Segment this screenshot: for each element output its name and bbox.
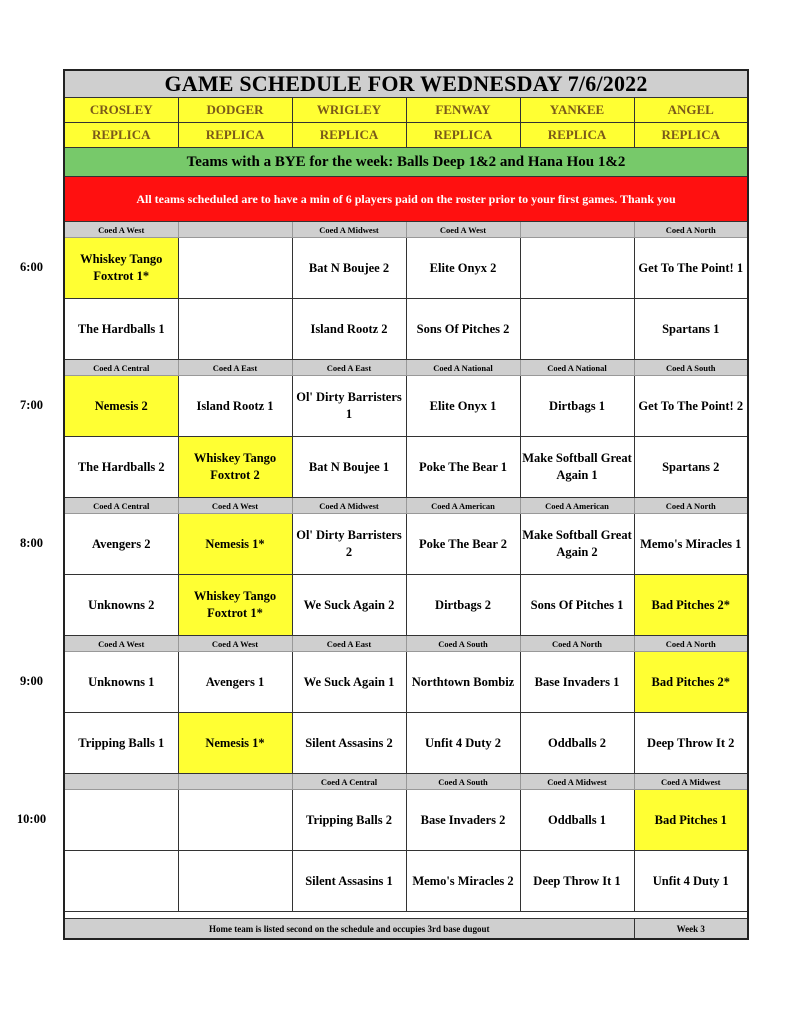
away-team (178, 790, 292, 851)
home-team: Spartans 2 (634, 437, 748, 498)
home-team: Tripping Balls 1 (64, 713, 178, 774)
time-label: 6:00 (20, 260, 43, 274)
time-label: 8:00 (20, 536, 43, 550)
home-team: Memo's Miracles 2 (406, 851, 520, 912)
away-team: Whiskey Tango Foxtrot 1* (64, 238, 178, 299)
field-name: ANGEL (634, 98, 748, 123)
home-team: The Hardballs 1 (64, 299, 178, 360)
away-team-row (64, 790, 748, 851)
division-label: Coed A Midwest (634, 774, 748, 790)
field-sub: REPLICA (634, 123, 748, 148)
away-team: Tripping Balls 2 (292, 790, 406, 851)
home-team: Oddballs 2 (520, 713, 634, 774)
division-label: Coed A South (406, 636, 520, 652)
away-team: Oddballs 1 (520, 790, 634, 851)
division-label: Coed A East (178, 360, 292, 376)
division-label: Coed A Midwest (520, 774, 634, 790)
footer-row (64, 919, 748, 940)
home-team (178, 851, 292, 912)
field-sub-row (64, 123, 748, 148)
division-label: Coed A Central (64, 498, 178, 514)
division-label (64, 774, 178, 790)
home-team-row (64, 851, 748, 912)
away-team: Avengers 2 (64, 514, 178, 575)
week-label: Week 3 (634, 919, 748, 940)
home-team: Deep Throw It 2 (634, 713, 748, 774)
home-team: Bad Pitches 2* (634, 575, 748, 636)
field-name: CROSLEY (64, 98, 178, 123)
field-name: YANKEE (520, 98, 634, 123)
home-team: Make Softball Great Again 1 (520, 437, 634, 498)
home-team: We Suck Again 2 (292, 575, 406, 636)
away-team: Elite Onyx 1 (406, 376, 520, 437)
home-team: Deep Throw It 1 (520, 851, 634, 912)
schedule-table (63, 69, 749, 940)
division-label: Coed A National (406, 360, 520, 376)
division-label: Coed A National (520, 360, 634, 376)
home-team: Silent Assasins 1 (292, 851, 406, 912)
time-label: 10:00 (16, 812, 47, 826)
home-team: The Hardballs 2 (64, 437, 178, 498)
time-label: 7:00 (20, 398, 43, 412)
field-sub: REPLICA (292, 123, 406, 148)
home-team: Poke The Bear 1 (406, 437, 520, 498)
away-team: Bad Pitches 1 (634, 790, 748, 851)
division-label: Coed A West (64, 636, 178, 652)
division-label: Coed A Midwest (292, 222, 406, 238)
division-label: Coed A East (292, 636, 406, 652)
away-team-row (64, 238, 748, 299)
division-row (64, 222, 748, 238)
field-sub: REPLICA (178, 123, 292, 148)
home-team: Island Rootz 2 (292, 299, 406, 360)
away-team: Make Softball Great Again 2 (520, 514, 634, 575)
field-sub: REPLICA (64, 123, 178, 148)
home-team: Bat N Boujee 1 (292, 437, 406, 498)
home-team: Spartans 1 (634, 299, 748, 360)
division-label (178, 774, 292, 790)
away-team: Northtown Bombiz (406, 652, 520, 713)
division-label: Coed A South (406, 774, 520, 790)
division-label: Coed A American (406, 498, 520, 514)
division-label: Coed A American (520, 498, 634, 514)
away-team: Ol' Dirty Barristers 1 (292, 376, 406, 437)
time-label: 9:00 (20, 674, 43, 688)
away-team: Bad Pitches 2* (634, 652, 748, 713)
away-team: Avengers 1 (178, 652, 292, 713)
notice-row (64, 177, 748, 222)
home-team: Sons Of Pitches 1 (520, 575, 634, 636)
away-team: Base Invaders 2 (406, 790, 520, 851)
away-team: Ol' Dirty Barristers 2 (292, 514, 406, 575)
away-team: Island Rootz 1 (178, 376, 292, 437)
away-team (64, 790, 178, 851)
away-team-row (64, 652, 748, 713)
division-row (64, 498, 748, 514)
spacer (64, 912, 748, 919)
home-team: Whiskey Tango Foxtrot 1* (178, 575, 292, 636)
field-sub: REPLICA (406, 123, 520, 148)
division-label: Coed A Central (292, 774, 406, 790)
page-title: GAME SCHEDULE FOR WEDNESDAY 7/6/2022 (64, 70, 748, 98)
division-label: Coed A North (634, 222, 748, 238)
bye-text: Teams with a BYE for the week: Balls Deep 1&2 and Hana Hou 1&2 (64, 148, 748, 177)
division-row (64, 636, 748, 652)
division-label: Coed A North (520, 636, 634, 652)
home-team: Silent Assasins 2 (292, 713, 406, 774)
away-team: Nemesis 1* (178, 514, 292, 575)
away-team: Bat N Boujee 2 (292, 238, 406, 299)
home-team: Unfit 4 Duty 2 (406, 713, 520, 774)
division-label: Coed A West (64, 222, 178, 238)
division-label (178, 222, 292, 238)
field-name: DODGER (178, 98, 292, 123)
away-team: Memo's Miracles 1 (634, 514, 748, 575)
field-name: WRIGLEY (292, 98, 406, 123)
away-team-row (64, 376, 748, 437)
home-team-row (64, 437, 748, 498)
away-team: We Suck Again 1 (292, 652, 406, 713)
division-label: Coed A North (634, 636, 748, 652)
home-team-row (64, 713, 748, 774)
away-team: Nemesis 2 (64, 376, 178, 437)
field-name-row (64, 98, 748, 123)
home-team-row (64, 299, 748, 360)
division-row (64, 774, 748, 790)
away-team: Dirtbags 1 (520, 376, 634, 437)
away-team (178, 238, 292, 299)
title-row (64, 70, 748, 98)
away-team: Get To The Point! 2 (634, 376, 748, 437)
home-team (178, 299, 292, 360)
division-label (520, 222, 634, 238)
away-team: Poke The Bear 2 (406, 514, 520, 575)
footer-gap (64, 912, 748, 919)
away-team: Base Invaders 1 (520, 652, 634, 713)
away-team: Get To The Point! 1 (634, 238, 748, 299)
division-label: Coed A East (292, 360, 406, 376)
division-label: Coed A West (178, 498, 292, 514)
away-team: Elite Onyx 2 (406, 238, 520, 299)
division-row (64, 360, 748, 376)
division-label: Coed A West (178, 636, 292, 652)
away-team-row (64, 514, 748, 575)
field-sub: REPLICA (520, 123, 634, 148)
notice-text: All teams scheduled are to have a min of 6 players paid on the roster prior to your first games. Thank you (64, 177, 748, 222)
away-team (520, 238, 634, 299)
home-team: Sons Of Pitches 2 (406, 299, 520, 360)
division-label: Coed A Central (64, 360, 178, 376)
division-label: Coed A Midwest (292, 498, 406, 514)
division-label: Coed A South (634, 360, 748, 376)
home-team: Whiskey Tango Foxtrot 2 (178, 437, 292, 498)
home-team: Nemesis 1* (178, 713, 292, 774)
home-team-row (64, 575, 748, 636)
home-team: Unfit 4 Duty 1 (634, 851, 748, 912)
home-team: Dirtbags 2 (406, 575, 520, 636)
away-team: Unknowns 1 (64, 652, 178, 713)
field-name: FENWAY (406, 98, 520, 123)
home-team: Unknowns 2 (64, 575, 178, 636)
bye-row (64, 148, 748, 177)
footer-note: Home team is listed second on the schedule and occupies 3rd base dugout (64, 919, 634, 940)
home-team (64, 851, 178, 912)
division-label: Coed A West (406, 222, 520, 238)
home-team (520, 299, 634, 360)
division-label: Coed A North (634, 498, 748, 514)
